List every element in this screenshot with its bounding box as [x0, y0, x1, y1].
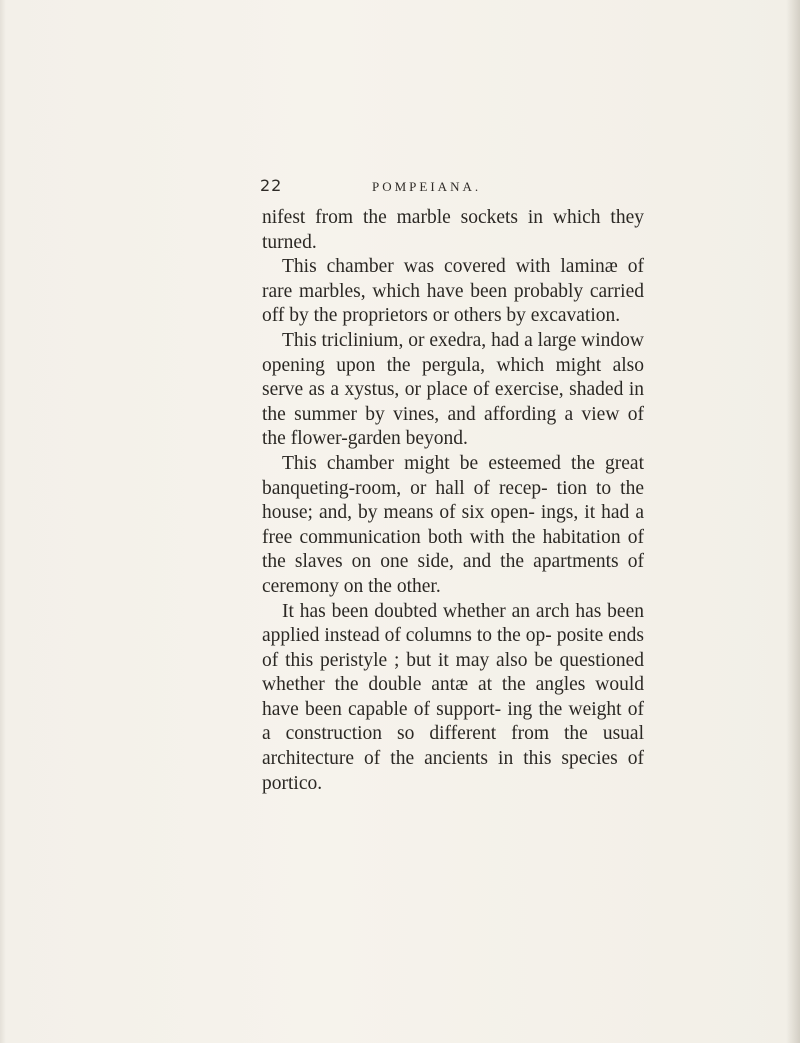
paragraph-continuation: nifest from the marble sockets in which they turned.: [262, 207, 644, 253]
body-text: [262, 206, 644, 796]
paragraph-peristyle: It has been doubted whether an arch has been applied instead of columns to the op- posite ends of this peristyle ; but it may also be questioned whether the double antæ at the angles would have been capable of support- ing the weight of a construction so different from the usual architecture of the ancients in this species of portico.: [262, 600, 644, 794]
running-title: POMPEIANA.: [372, 179, 482, 194]
page-right-edge-shading: [786, 0, 800, 1043]
paragraph-triclinium: This triclinium, or exedra, had a large window opening upon the pergula, which might also serve as a xystus, or place of exercise, shaded in the summer by vines, and affording a view of the flower-garden beyond.: [262, 329, 644, 450]
paragraph-banqueting-room: This chamber might be esteemed the great banqueting-room, or hall of recep- tion to the house; and, by means of six open- ings, it had a free communication both with the habitation of the slaves on one side, and the apartments of ceremony on the other.: [262, 452, 644, 597]
page-left-edge-shading: [0, 0, 6, 1043]
page-number: 22: [260, 176, 283, 195]
paragraph-laminae: This chamber was covered with laminæ of rare marbles, which have been probably carried off by the proprietors or others by excavation.: [262, 256, 644, 327]
page-header: [260, 176, 560, 198]
